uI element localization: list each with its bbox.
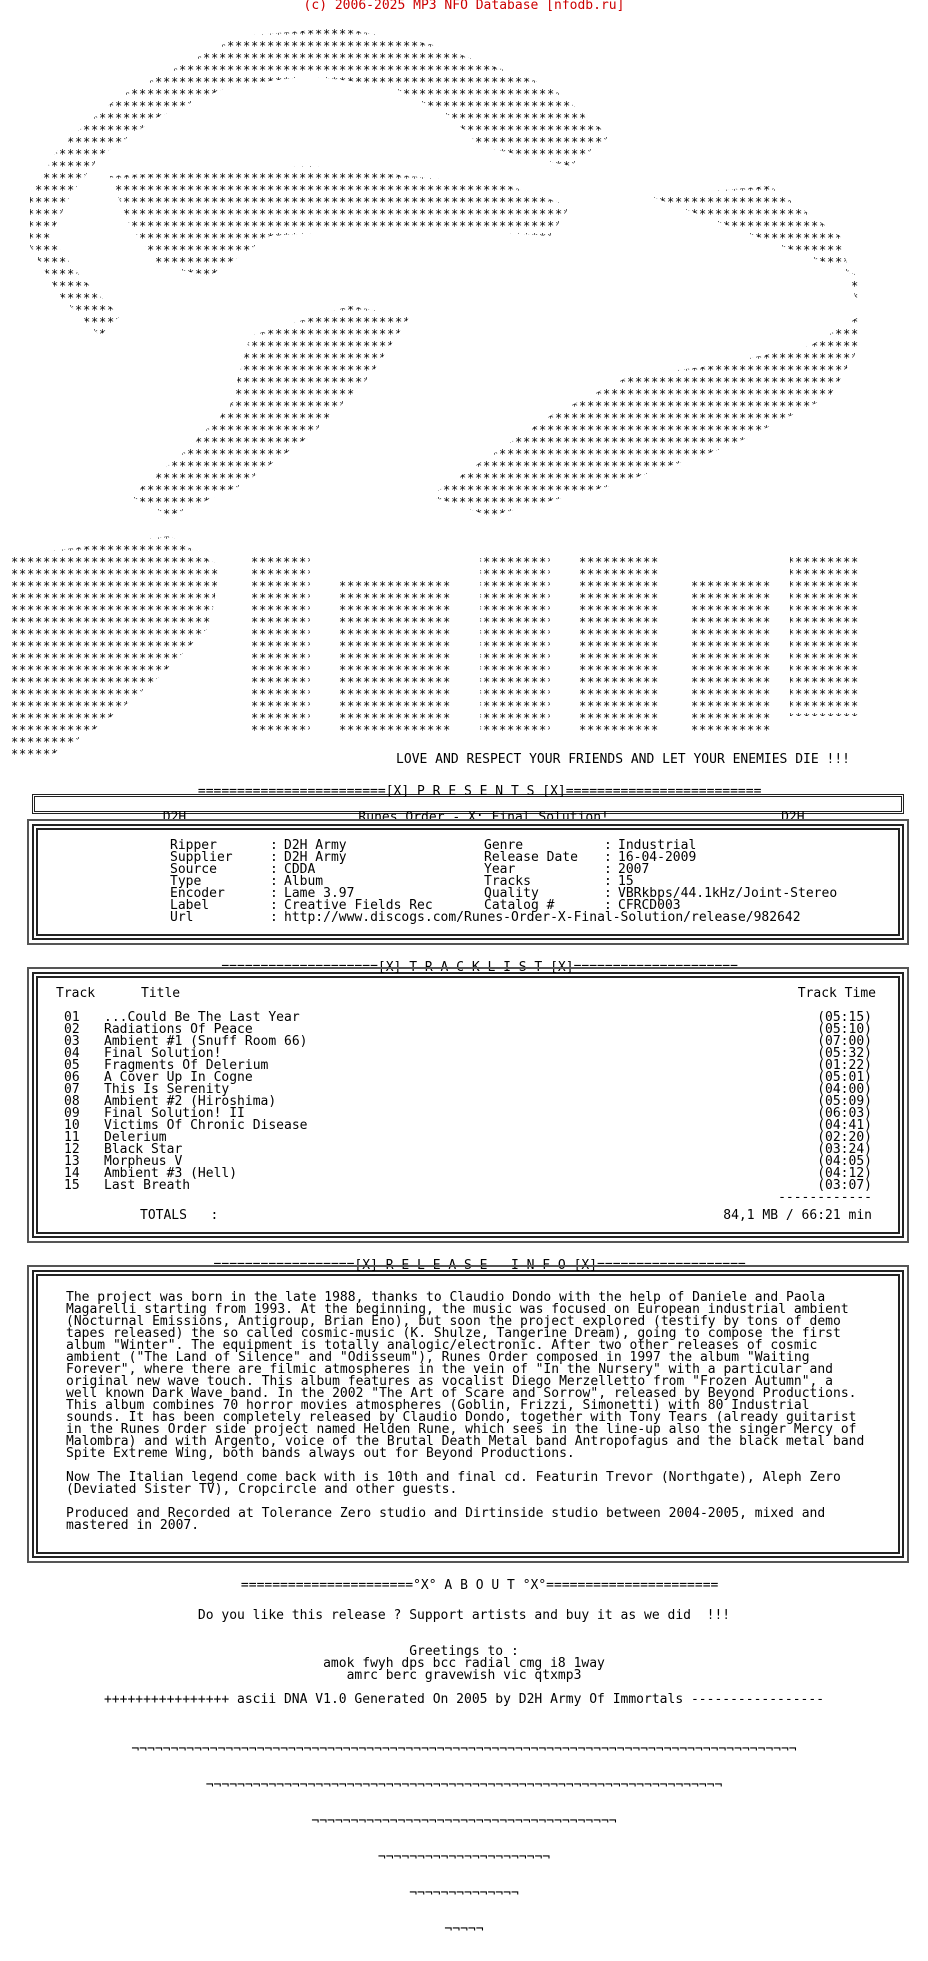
track-title: Radiations Of Peace (104, 1022, 253, 1037)
track-title: Fragments Of Delerium (104, 1058, 269, 1073)
col-title: Title (141, 986, 181, 1001)
track-time: (05:10) (817, 1022, 872, 1037)
tracklist-column-headers (50, 988, 886, 1000)
track-title: Final Solution! (104, 1046, 222, 1061)
greetings-line-2: amrc berc gravewish vic qtxmp3 (346, 1668, 582, 1683)
track-time: (04:41) (817, 1118, 872, 1133)
details-row: Source : CDDA Year : 2007 (50, 864, 886, 876)
release-info-paragraph-3: Produced and Recorded at Tolerance Zero studio and Dirtinside studio between 2004-2005, mixed and mastered in 2007. (66, 1506, 826, 1533)
release-date-value: 16-04-2009 (618, 850, 697, 865)
track-title: A Cover Up In Cogne (104, 1070, 253, 1085)
encoder-value: Lame 3.97 (284, 886, 355, 901)
track-number: 01 (64, 1010, 80, 1025)
ripper-value: D2H Army (284, 838, 347, 853)
details-row: Encoder : Lame 3.97 Quality : VBRkbps/44.1kHz/Joint-Stereo (50, 888, 886, 900)
motto-text: LOVE AND RESPECT YOUR FRIENDS AND LET YOUR ENEMIES DIE !!! (396, 752, 850, 767)
track-number: 05 (64, 1058, 80, 1073)
presents-header: ========================[X] P R E S E N T S [X]========================= (197, 784, 762, 799)
col-time: Track Time (797, 986, 876, 1001)
generator-credit: ++++++++++++++++ ascii DNA V1.0 Generated On 2005 by D2H Army Of Immortals ----------------- (103, 1692, 825, 1707)
greetings-line-1: amok fwyh dps bcc radial cmg i8 1way (323, 1656, 605, 1671)
about-header: ======================°X° A B O U T °X°====================== (240, 1578, 719, 1593)
track-title: Ambient #1 (Snuff Room 66) (104, 1034, 308, 1049)
ascii-logo (10, 16, 918, 767)
track-time: (04:00) (817, 1082, 872, 1097)
details-row: Supplier : D2H Army Release Date : 16-04-2009 (50, 852, 886, 864)
greetings-label: Greetings to : (409, 1644, 519, 1659)
support-text: Do you like this release ? Support artists and buy it as we did !!! (197, 1608, 731, 1623)
track-time: (05:01) (817, 1070, 872, 1085)
track-number: 02 (64, 1022, 80, 1037)
supplier-value: D2H Army (284, 850, 347, 865)
track-number: 03 (64, 1034, 80, 1049)
track-number: 14 (64, 1166, 80, 1181)
track-time: (04:12) (817, 1166, 872, 1181)
track-time: (01:22) (817, 1058, 872, 1073)
source-value: CDDA (284, 862, 316, 877)
footer-taper: ¬¬¬¬¬¬¬¬¬¬¬¬¬¬¬¬¬¬¬¬¬¬¬¬¬¬¬¬¬¬¬¬¬¬¬¬¬¬¬¬¬¬¬¬¬¬¬¬¬¬¬¬¬¬¬¬¬¬¬¬¬¬¬¬¬¬¬¬¬¬¬¬¬¬¬¬¬¬¬¬¬¬¬¬¬ ¬¬¬¬¬¬¬¬¬¬¬¬¬¬¬¬¬¬¬¬¬¬¬¬¬¬¬¬¬¬¬¬¬¬¬¬¬¬¬¬¬¬¬¬¬¬¬¬¬¬¬¬¬¬¬¬¬¬¬¬¬¬¬¬¬¬ ¬¬¬¬¬¬¬¬¬¬¬¬¬¬¬¬¬¬¬¬¬¬¬¬¬¬¬¬¬¬¬¬¬¬¬¬¬¬¬ ¬¬¬¬¬¬¬¬¬¬¬¬¬¬¬¬¬¬¬¬¬¬ ¬¬¬¬¬¬¬¬¬¬¬¬¬¬ ¬¬¬¬¬ (131, 1742, 797, 1937)
track-title: Delerium (104, 1130, 167, 1145)
track-number: 04 (64, 1046, 80, 1061)
tracklist-label: T R A C K L I S T (409, 960, 543, 975)
details-row: Label : Creative Fields Rec Catalog # : CFRCD003 (50, 900, 886, 912)
track-title: Ambient #3 (Hell) (104, 1166, 238, 1181)
track-time: (03:24) (817, 1142, 872, 1157)
track-title: Final Solution! II (104, 1106, 245, 1121)
totals-row (50, 1210, 886, 1222)
track-time: (05:15) (817, 1010, 872, 1025)
about-label: A B O U T (444, 1578, 515, 1593)
copyright-notice: (c) 2006-2025 MP3 NFO Database [nfodb.ru] (303, 0, 625, 13)
presents-label: P R E S E N T S (417, 784, 535, 799)
track-number: 12 (64, 1142, 80, 1157)
track-time: (02:20) (817, 1130, 872, 1145)
track-time: (06:03) (817, 1106, 872, 1121)
track-number: 13 (64, 1154, 80, 1169)
track-title: Ambient #2 (Hiroshima) (104, 1094, 277, 1109)
details-row: Url : http://www.discogs.com/Runes-Order-X-Final-Solution/release/982642 (50, 912, 886, 924)
group-tag-right: D2H (781, 810, 805, 825)
track-number: 07 (64, 1082, 80, 1097)
track-time: (05:32) (817, 1046, 872, 1061)
track-time: (04:05) (817, 1154, 872, 1169)
track-list (50, 1012, 886, 1192)
release-title: Runes Order - X: Final Solution! (358, 810, 609, 825)
track-number: 06 (64, 1070, 80, 1085)
track-title: Victims Of Chronic Disease (104, 1118, 308, 1133)
catalog-value: CFRCD003 (618, 898, 681, 913)
totals-value: 84,1 MB / 66:21 min (723, 1208, 872, 1223)
tracklist-box (32, 972, 904, 1238)
track-title: This Is Serenity (104, 1082, 230, 1097)
type-value: Album (284, 874, 324, 889)
track-time: (05:09) (817, 1094, 872, 1109)
year-value: 2007 (618, 862, 650, 877)
col-track: Track (56, 986, 96, 1001)
track-number: 11 (64, 1130, 80, 1145)
release-details-box (32, 824, 904, 940)
release-info-header: ==================[X] R E L E A S E I N F O [X]=================== (213, 1258, 746, 1273)
release-info-paragraph-2: Now The Italian legend come back with is 10th and final cd. Featurin Trevor (Northgate), Aleph Zero (Deviated Sister TV), Cropcircle and other guests. (66, 1470, 841, 1497)
release-info-box (32, 1270, 904, 1558)
track-title: ...Could Be The Last Year (104, 1010, 300, 1025)
track-number: 15 (64, 1178, 80, 1193)
d2h-ascii-art-icon (10, 16, 860, 767)
track-number: 09 (64, 1106, 80, 1121)
track-number: 08 (64, 1094, 80, 1109)
track-time: (03:07) (817, 1178, 872, 1193)
totals-label: TOTALS : (140, 1208, 219, 1223)
track-title: Last Breath (104, 1178, 191, 1193)
track-title: Black Star (104, 1142, 183, 1157)
details-row: Ripper : D2H Army Genre : Industrial (50, 840, 886, 852)
release-info-paragraph-1: The project was born in the late 1988, thanks to Claudio Dondo with the help of Daniele and Paola Magarelli starting from 1993. At the beginning, the music was focused on European industrial ambient (Nocturnal Emissions, Antigroup, Brian Eno), but soon the project explored (testify by tons of demo tapes released) the so called cosmic-music (K. Shulze, Tangerine Dream), going to compose the first album "Winter". The equipment is totally analogic/electronic. After two other releases of cosmic ambient ("The Land of Silence" and "Odisseum"), Runes Order composed in 1997 the album "Waiting Forever", where there are filmic atmospheres in the vein of "In the Nursery" with a particular and original new wave touch. This album features as vocalist Diego Merzelletto from "Frozen Autumn", a well known Dark Wave band. In the 2002 "The Art of Scare and Sorrow", released by Beyond Productions. This album combines 70 horror movies atmospheres (Goblin, Frizzi, Simonetti) with 80 Industrial sounds. It has been completely released by Claudio Dondo, together with Tony Tears (already guitarist in the Runes Order side project named Helden Rune, which sees in the line-up also the singer Mercy of Malombra) and with Argento, voice of the Brutal Death Metal band Antropofagus and the black metal band Spite Extreme Wing, both bands always out for Beyond Productions. (66, 1290, 865, 1461)
url-link[interactable]: http://www.discogs.com/Runes-Order-X-Final-Solution/release/982642 (284, 910, 801, 925)
track-number: 10 (64, 1118, 80, 1133)
track-row (50, 1180, 886, 1192)
label-value: Creative Fields Rec (284, 898, 433, 913)
quality-value: VBRkbps/44.1kHz/Joint-Stereo (618, 886, 838, 901)
track-title: Morpheus V (104, 1154, 183, 1169)
release-info-label: R E L E A S E I N F O (385, 1258, 566, 1273)
group-tag-left: D2H (162, 810, 187, 825)
track-row (50, 1120, 886, 1132)
track-time: (07:00) (817, 1034, 872, 1049)
genre-value: Industrial (618, 838, 697, 853)
totals-divider: ------------ (778, 1190, 872, 1205)
tracklist-header: ====================[X] T R A C K L I S T [X]===================== (221, 960, 738, 975)
tracks-value: 15 (618, 874, 634, 889)
nfo-document (10, 0, 918, 1960)
details-row: Type : Album Tracks : 15 (50, 876, 886, 888)
about-section (10, 1610, 918, 1706)
